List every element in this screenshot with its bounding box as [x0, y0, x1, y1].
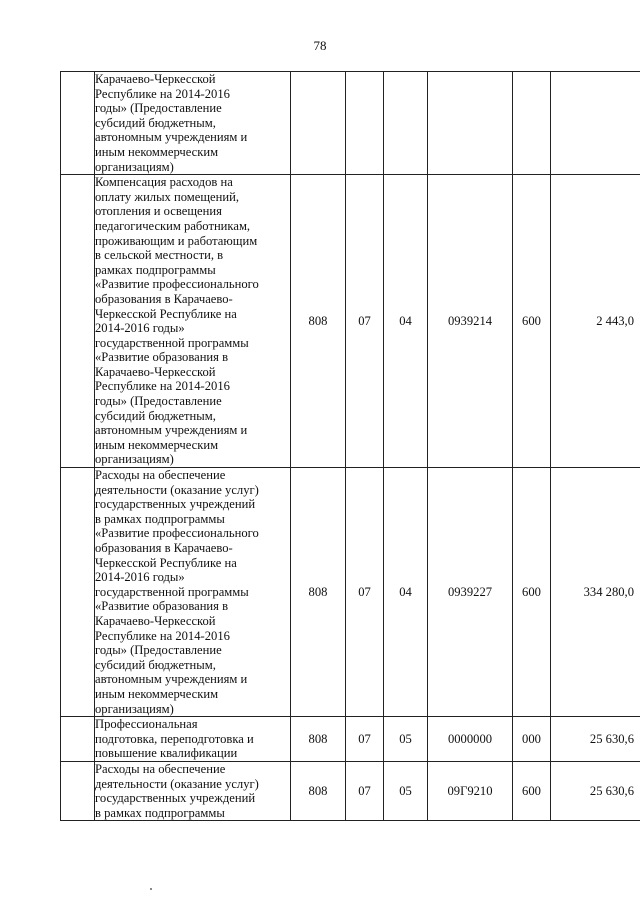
row-index-cell [61, 175, 95, 468]
row-name: Расходы на обеспечение деятельности (оказание услуг) государственных учреждений в рамках подпрограммы «Развитие профессионального образования в Карачаево- Черкесской Республике на 2014-2016 годы» государственной программы «Развитие образования в Карачаево-Черкесской Республике на 2014-2016 годы» (Предоставление субсидий бюджетным, автономным учреждениям и иным некоммерческим организациям) [95, 468, 259, 716]
ministry-code-cell: 808 [291, 761, 346, 820]
amount-cell: 25 630,6 [551, 717, 640, 762]
ministry-code-cell: 808 [291, 717, 346, 762]
section-code-cell: 07 [346, 717, 384, 762]
amount-cell [551, 72, 640, 175]
target-article-cell [428, 72, 513, 175]
subsection-code-cell: 04 [384, 468, 428, 717]
amount-cell: 334 280,0 [551, 468, 640, 717]
amount-cell: 25 630,6 [551, 761, 640, 820]
section-code-cell: 07 [346, 175, 384, 468]
subsection-code-cell: 05 [384, 761, 428, 820]
table-row [61, 72, 640, 175]
row-name: Карачаево-Черкесской Республике на 2014-2016 годы» (Предоставление субсидий бюджетным, автономным учреждениям и иным некоммерческим организациям) [95, 72, 248, 174]
ministry-code-cell: 808 [291, 175, 346, 468]
row-name-cell [95, 72, 291, 175]
target-article-cell: 0939214 [428, 175, 513, 468]
table-row [61, 717, 640, 762]
target-article-cell: 09Г9210 [428, 761, 513, 820]
subsection-code-cell: 04 [384, 175, 428, 468]
expense-type-cell: 600 [513, 761, 551, 820]
table-row [61, 175, 640, 468]
page-number: 78 [313, 38, 327, 53]
section-code-cell [346, 72, 384, 175]
section-code-cell: 07 [346, 761, 384, 820]
row-name-cell [95, 761, 291, 820]
subsection-code-cell [384, 72, 428, 175]
budget-table [60, 71, 640, 821]
row-index-cell [61, 72, 95, 175]
expense-type-cell: 600 [513, 468, 551, 717]
row-name-cell [95, 468, 291, 717]
row-index-cell [61, 468, 95, 717]
scan-speck [150, 888, 152, 890]
expense-type-cell [513, 72, 551, 175]
row-index-cell [61, 717, 95, 762]
table-row [61, 468, 640, 717]
expense-type-cell: 000 [513, 717, 551, 762]
row-name-cell [95, 717, 291, 762]
row-name: Профессиональная подготовка, переподготовка и повышение квалификации [95, 717, 254, 761]
ministry-code-cell [291, 72, 346, 175]
row-name-cell [95, 175, 291, 468]
ministry-code-cell: 808 [291, 468, 346, 717]
subsection-code-cell: 05 [384, 717, 428, 762]
row-name: Расходы на обеспечение деятельности (оказание услуг) государственных учреждений в рамках подпрограммы [95, 761, 259, 820]
section-code-cell: 07 [346, 468, 384, 717]
target-article-cell: 0939227 [428, 468, 513, 717]
table-row [61, 761, 640, 820]
row-name: Компенсация расходов на оплату жилых помещений, отопления и освещения педагогическим работникам, проживающим и работающим в сельской местности, в рамках подпрограммы «Развитие профессионального образования в Карачаево- Черкесской Республике на 2014-2016 годы» государственной программы «Развитие образования в Карачаево-Черкесской Республике на 2014-2016 годы» (Предоставление субсидий бюджетным, автономным учреждениям и иным некоммерческим организациям) [95, 175, 259, 467]
amount-cell: 2 443,0 [551, 175, 640, 468]
expense-type-cell: 600 [513, 175, 551, 468]
row-index-cell [61, 761, 95, 820]
target-article-cell: 0000000 [428, 717, 513, 762]
